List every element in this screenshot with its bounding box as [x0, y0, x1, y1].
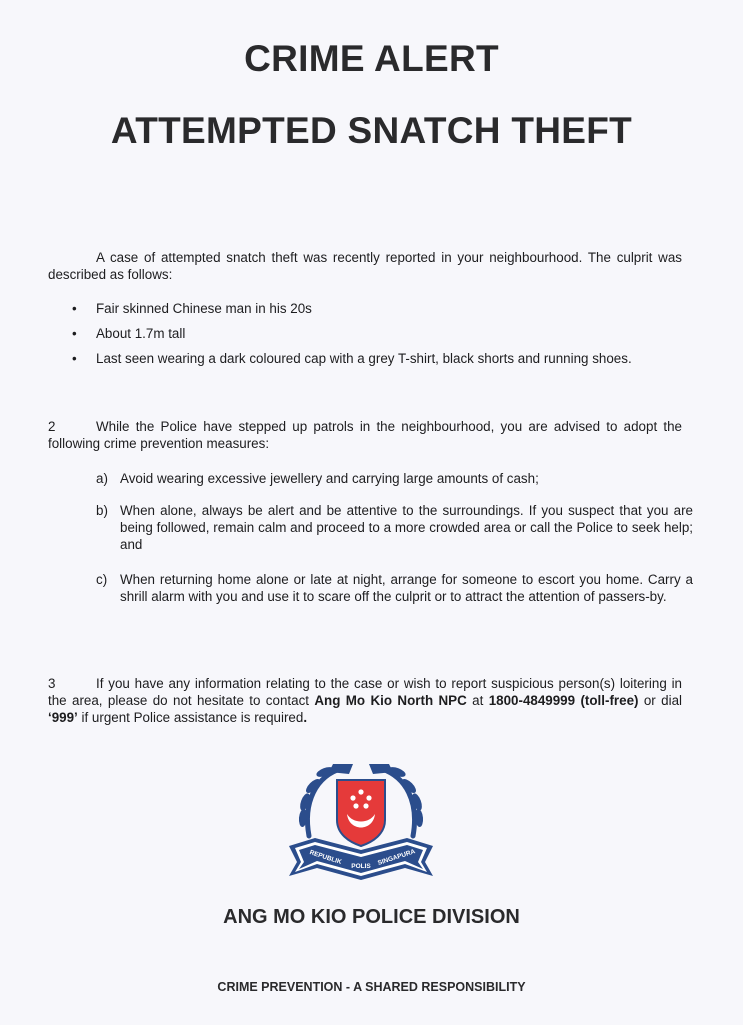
item-label: a) — [96, 471, 108, 486]
bullet-icon: • — [72, 326, 77, 341]
ribbon-text-left: REPUBLIK — [308, 849, 343, 867]
bullet-icon: • — [72, 301, 77, 316]
intro-text: A case of attempted snatch theft was recently reported in your neighbourhood. The culprit was described as follows: — [48, 250, 682, 282]
culprit-description-list — [48, 300, 688, 375]
singapore-police-crest-icon — [285, 758, 437, 886]
item-label: c) — [96, 572, 108, 587]
division-name: ANG MO KIO POLICE DIVISION — [223, 906, 520, 928]
hotline-number: 1800-4849999 (toll-free) — [488, 693, 639, 708]
list-item: • Last seen wearing a dark coloured cap with a grey T-shirt, black shorts and running shoes. — [72, 351, 632, 366]
notice-title: CRIME ALERT — [244, 38, 499, 79]
contact-name: Ang Mo Kio North NPC — [314, 693, 467, 708]
ribbon-text-center: POLIS — [351, 863, 371, 870]
intro-paragraph — [48, 249, 682, 283]
section-number: 3 — [48, 676, 56, 691]
section-2-text: While the Police have stepped up patrols in the neighbourhood, you are advised to adopt the following crime prevention measures: — [48, 419, 682, 451]
list-item: • Fair skinned Chinese man in his 20s — [72, 301, 312, 316]
bullet-icon: • — [72, 351, 77, 366]
list-item: a) Avoid wearing excessive jewellery and carrying large amounts of cash; — [96, 471, 539, 486]
section-2-paragraph — [48, 418, 682, 452]
motto-text: CRIME PREVENTION - A SHARED RESPONSIBILITY — [217, 980, 526, 994]
list-item: • About 1.7m tall — [72, 326, 186, 341]
list-item: b) When alone, always be alert and be attentive to the surroundings. If you suspect that you are being followed, remain calm and proceed to a more crowded area or call the Police to seek help; and — [96, 503, 693, 552]
ribbon-text-right: SINGAPURA — [376, 848, 417, 867]
section-3-paragraph: 3 If you have any information relating to the case or wish to report suspicious person(s) loitering in the area, please do not hesitate to contact Ang Mo Kio North NPC at 1800-4849999 (toll-free) or dial ‘999’ if urgent Police assistance is required. — [48, 676, 682, 725]
prevention-measures-list — [96, 470, 693, 605]
item-label: b) — [96, 503, 108, 518]
list-item: c) When returning home alone or late at night, arrange for someone to escort you home. Carry a shrill alarm with you and use it to scare off the culprit or to attract the attention of passers-by. — [96, 572, 693, 604]
notice-subtitle: ATTEMPTED SNATCH THEFT — [110, 110, 633, 151]
emergency-number: ‘999’ — [48, 710, 78, 725]
section-number: 2 — [48, 419, 56, 434]
